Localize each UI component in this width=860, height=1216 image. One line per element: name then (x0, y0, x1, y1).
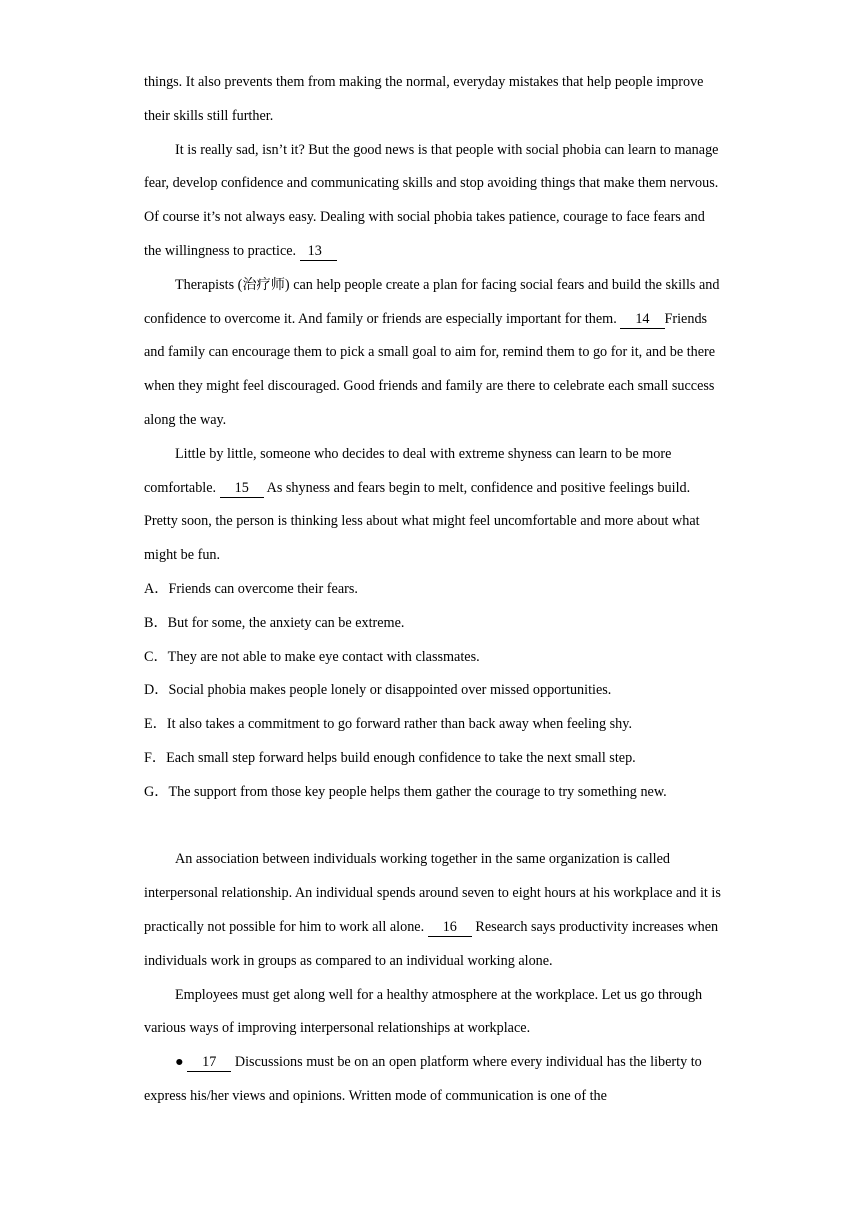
option-text: They are not able to make eye contact with classmates. (167, 648, 480, 665)
option-b[interactable] (144, 607, 724, 641)
option-text: But for some, the anxiety can be extreme. (167, 614, 405, 631)
document-page (144, 66, 724, 1114)
blank-13[interactable]: 13 (300, 242, 337, 261)
paragraph-text: Discussions must be on an open platform where every individual has the liberty to express his/her views and opinions. Written mode of communication is one of the (144, 1054, 702, 1104)
option-c[interactable] (144, 641, 724, 675)
option-f[interactable] (144, 742, 724, 776)
option-letter: G． (144, 783, 169, 800)
paragraph-text: Therapists (治疗师) can help people create a plan for facing social fears and build the skills and confidence to overcome it. And family or friends are especially important for them. (144, 276, 720, 327)
paragraph-text: things. It also prevents them from making the normal, everyday mistakes that help people improve their skills still further. (144, 74, 704, 124)
option-text: Friends can overcome their fears. (168, 580, 358, 597)
section-gap (144, 810, 724, 844)
blank-17[interactable]: 17 (187, 1053, 231, 1072)
paragraph-text: Little by little, someone who decides to deal with extreme shyness can learn to be more comfortable. (144, 445, 672, 496)
option-text: Social phobia makes people lonely or disappointed over missed opportunities. (168, 682, 612, 699)
blank-14[interactable]: 14 (620, 310, 664, 329)
options-list (144, 573, 724, 810)
paragraph-employees (144, 979, 724, 1047)
option-e[interactable] (144, 708, 724, 742)
option-letter: B． (144, 614, 168, 631)
paragraph-little-by-little (144, 438, 724, 573)
option-a[interactable] (144, 573, 724, 607)
blank-15[interactable]: 15 (220, 479, 264, 498)
option-text: It also takes a commitment to go forward rather than back away when feeling shy. (166, 716, 632, 733)
option-text: Each small step forward helps build enough confidence to take the next small step. (166, 749, 636, 766)
paragraph-text: It is really sad, isn’t it? But the good news is that people with social phobia can learn to manage fear, develop confidence and communicating skills and stop avoiding things that make them nervous. Of course it’s not always easy. Dealing with social phobia takes patience, courage to face fears and the willingness to practice. (144, 141, 719, 259)
paragraph-text: Employees must get along well for a healthy atmosphere at the workplace. Let us go through various ways of improving interpersonal relationships at workplace. (144, 986, 703, 1037)
blank-16[interactable]: 16 (428, 918, 472, 937)
paragraph-text: Friends and family can encourage them to pick a small goal to aim for, remind them to go for it, and be there when they might feel discouraged. Good friends and family are there to celebrate each small success along the way. (144, 310, 716, 428)
option-letter: F． (144, 749, 167, 766)
option-letter: A． (144, 580, 169, 597)
option-text: The support from those key people helps them gather the courage to try something new. (168, 783, 667, 800)
paragraph-text: As shyness and fears begin to melt, confidence and positive feelings build. Pretty soon, the person is thinking less about what might feel uncomfortable and more about what might be fun. (144, 479, 700, 564)
paragraph-continuation (144, 66, 724, 134)
paragraph-therapists (144, 269, 724, 438)
paragraph-association (144, 843, 724, 978)
paragraph-good-news (144, 134, 724, 269)
paragraph-text: An association between individuals working together in the same organization is called interpersonal relationship. An individual spends around seven to eight hours at his workplace and it is practically not possible for him to work all alone. (144, 851, 721, 935)
bullet-icon: ● (175, 1054, 184, 1071)
option-g[interactable] (144, 776, 724, 810)
paragraph-text: Research says productivity increases when individuals work in groups as compared to an individual working alone. (144, 918, 719, 969)
option-letter: D． (144, 682, 169, 699)
paragraph-bullet-17 (144, 1046, 724, 1114)
option-letter: C． (144, 648, 168, 665)
option-d[interactable] (144, 674, 724, 708)
option-letter: E． (144, 716, 167, 733)
